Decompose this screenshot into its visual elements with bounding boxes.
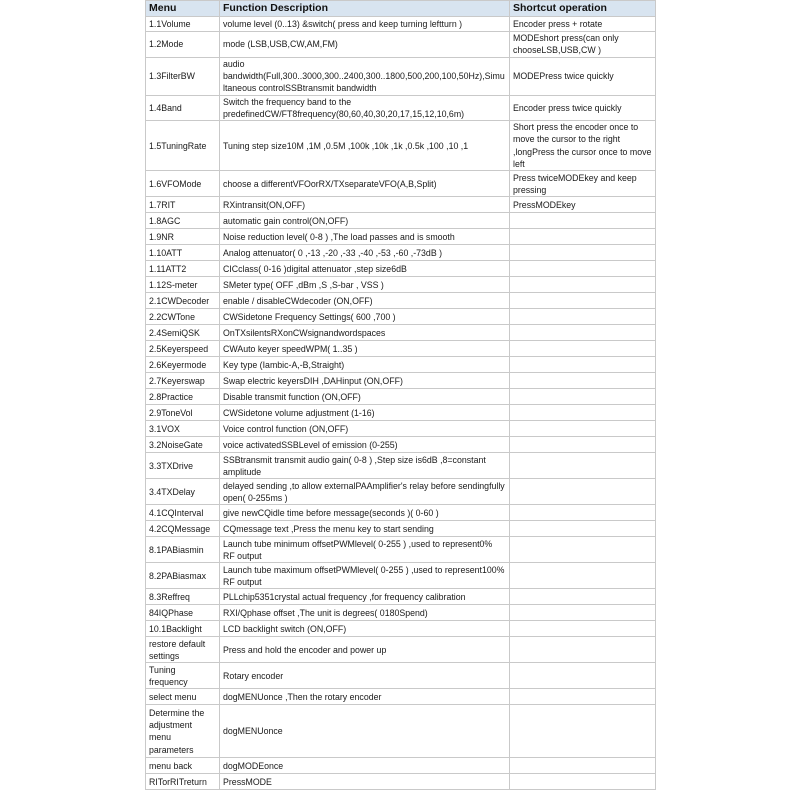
menu-cell: 2.6Keyermode <box>146 357 220 373</box>
description-cell: Disable transmit function (ON,OFF) <box>220 389 510 405</box>
menu-cell: menu back <box>146 758 220 774</box>
menu-cell: restore default settings <box>146 637 220 663</box>
shortcut-cell <box>510 563 656 589</box>
menu-cell: 2.9ToneVol <box>146 405 220 421</box>
shortcut-cell <box>510 758 656 774</box>
table-row <box>146 689 656 705</box>
table-row <box>146 325 656 341</box>
table-row <box>146 261 656 277</box>
menu-cell: 1.6VFOMode <box>146 171 220 197</box>
table-row <box>146 421 656 437</box>
menu-cell: 3.1VOX <box>146 421 220 437</box>
shortcut-cell: MODEshort press(can only chooseLSB,USB,CW ) <box>510 32 656 58</box>
description-cell: Analog attenuator( 0 ,-13 ,-20 ,-33 ,-40 ,-53 ,-60 ,-73dB ) <box>220 245 510 261</box>
table-row <box>146 758 656 774</box>
table-row <box>146 229 656 245</box>
table-row <box>146 121 656 171</box>
shortcut-cell <box>510 589 656 605</box>
menu-cell: select menu <box>146 689 220 705</box>
table-row <box>146 17 656 32</box>
table-row <box>146 537 656 563</box>
table-row <box>146 637 656 663</box>
description-cell: enable / disableCWdecoder (ON,OFF) <box>220 293 510 309</box>
description-cell: CWAuto keyer speedWPM( 1..35 ) <box>220 341 510 357</box>
description-cell: SMeter type( OFF ,dBm ,S ,S-bar , VSS ) <box>220 277 510 293</box>
table-row <box>146 293 656 309</box>
table-row <box>146 605 656 621</box>
description-cell: Launch tube maximum offsetPWMlevel( 0-255 ) ,used to represent100% RF output <box>220 563 510 589</box>
menu-function-table <box>145 0 656 790</box>
shortcut-cell: PressMODEkey <box>510 197 656 213</box>
description-cell: delayed sending ,to allow externalPAAmplifier's relay before sendingfully open( 0-255ms ) <box>220 479 510 505</box>
table-row <box>146 95 656 121</box>
shortcut-cell <box>510 437 656 453</box>
table-row <box>146 213 656 229</box>
description-cell: CWSidetone volume adjustment (1-16) <box>220 405 510 421</box>
shortcut-cell <box>510 373 656 389</box>
shortcut-cell <box>510 405 656 421</box>
menu-cell: Tuning frequency <box>146 663 220 689</box>
menu-cell: 10.1Backlight <box>146 621 220 637</box>
table-row <box>146 589 656 605</box>
shortcut-cell <box>510 479 656 505</box>
shortcut-cell <box>510 505 656 521</box>
menu-cell: Determine the adjustment menu parameters <box>146 705 220 758</box>
shortcut-cell <box>510 229 656 245</box>
description-cell: voice activatedSSBLevel of emission (0-255) <box>220 437 510 453</box>
description-cell: RXI/Qphase offset ,The unit is degrees( 0180Spend) <box>220 605 510 621</box>
table-row <box>146 32 656 58</box>
menu-cell: 1.10ATT <box>146 245 220 261</box>
menu-cell: 84IQPhase <box>146 605 220 621</box>
menu-cell: 3.4TXDelay <box>146 479 220 505</box>
description-cell: Key type (Iambic-A,-B,Straight) <box>220 357 510 373</box>
shortcut-cell <box>510 537 656 563</box>
shortcut-cell <box>510 689 656 705</box>
table-row <box>146 57 656 95</box>
description-cell: PLLchip5351crystal actual frequency ,for frequency calibration <box>220 589 510 605</box>
description-cell: Switch the frequency band to the predefinedCW/FT8frequency(80,60,40,30,20,17,15,12,10,6m) <box>220 95 510 121</box>
menu-cell: 2.8Practice <box>146 389 220 405</box>
table-row <box>146 663 656 689</box>
menu-cell: 2.2CWTone <box>146 309 220 325</box>
menu-cell: 1.5TuningRate <box>146 121 220 171</box>
description-cell: PressMODE <box>220 774 510 790</box>
shortcut-cell <box>510 277 656 293</box>
table-row <box>146 521 656 537</box>
menu-cell: 1.4Band <box>146 95 220 121</box>
shortcut-cell: Press twiceMODEkey and keep pressing <box>510 171 656 197</box>
menu-cell: 2.7Keyerswap <box>146 373 220 389</box>
shortcut-cell <box>510 605 656 621</box>
menu-cell: 4.1CQInterval <box>146 505 220 521</box>
description-cell: Voice control function (ON,OFF) <box>220 421 510 437</box>
description-cell: mode (LSB,USB,CW,AM,FM) <box>220 32 510 58</box>
description-cell: Press and hold the encoder and power up <box>220 637 510 663</box>
description-cell: volume level (0..13) &switch( press and keep turning leftturn ) <box>220 17 510 32</box>
menu-cell: 1.1Volume <box>146 17 220 32</box>
header-function-description: Function Description <box>220 1 510 17</box>
menu-cell: 2.5Keyerspeed <box>146 341 220 357</box>
shortcut-cell <box>510 663 656 689</box>
table-row <box>146 774 656 790</box>
shortcut-cell <box>510 245 656 261</box>
shortcut-cell <box>510 621 656 637</box>
description-cell: dogMENUonce ,Then the rotary encoder <box>220 689 510 705</box>
shortcut-cell <box>510 261 656 277</box>
menu-cell: 2.4SemiQSK <box>146 325 220 341</box>
menu-cell: 1.2Mode <box>146 32 220 58</box>
shortcut-cell <box>510 453 656 479</box>
table-row <box>146 357 656 373</box>
menu-cell: 1.7RIT <box>146 197 220 213</box>
table-row <box>146 505 656 521</box>
description-cell: choose a differentVFOorRX/TXseparateVFO(A,B,Split) <box>220 171 510 197</box>
table-row <box>146 309 656 325</box>
menu-cell: 1.9NR <box>146 229 220 245</box>
table-row <box>146 563 656 589</box>
table-row <box>146 705 656 758</box>
table-row <box>146 453 656 479</box>
menu-cell: 3.3TXDrive <box>146 453 220 479</box>
description-cell: dogMENUonce <box>220 705 510 758</box>
menu-cell: 8.2PABiasmax <box>146 563 220 589</box>
menu-cell: 2.1CWDecoder <box>146 293 220 309</box>
shortcut-cell: Short press the encoder once to move the cursor to the right ,longPress the cursor once to move left <box>510 121 656 171</box>
shortcut-cell <box>510 357 656 373</box>
table-row <box>146 479 656 505</box>
header-shortcut-operation: Shortcut operation <box>510 1 656 17</box>
description-cell: dogMODEonce <box>220 758 510 774</box>
table-row <box>146 373 656 389</box>
shortcut-cell <box>510 637 656 663</box>
description-cell: OnTXsilentsRXonCWsignandwordspaces <box>220 325 510 341</box>
shortcut-cell <box>510 309 656 325</box>
description-cell: audio bandwidth(Full,300..3000,300..2400,300..1800,500,200,100,50Hz),Simultaneous controlSSBtransmit bandwidth <box>220 57 510 95</box>
header-menu: Menu <box>146 1 220 17</box>
menu-cell: 3.2NoiseGate <box>146 437 220 453</box>
table-row <box>146 405 656 421</box>
menu-cell: 1.3FilterBW <box>146 57 220 95</box>
shortcut-cell: Encoder press twice quickly <box>510 95 656 121</box>
table-row <box>146 341 656 357</box>
menu-cell: 1.8AGC <box>146 213 220 229</box>
table-row <box>146 621 656 637</box>
description-cell: Launch tube minimum offsetPWMlevel( 0-255 ) ,used to represent0% RF output <box>220 537 510 563</box>
description-cell: Noise reduction level( 0-8 ) ,The load passes and is smooth <box>220 229 510 245</box>
shortcut-cell <box>510 341 656 357</box>
shortcut-cell: MODEPress twice quickly <box>510 57 656 95</box>
description-cell: Swap electric keyersDIH ,DAHinput (ON,OFF) <box>220 373 510 389</box>
shortcut-cell <box>510 705 656 758</box>
table-row <box>146 245 656 261</box>
shortcut-cell <box>510 325 656 341</box>
table-row <box>146 437 656 453</box>
description-cell: automatic gain control(ON,OFF) <box>220 213 510 229</box>
table-row <box>146 171 656 197</box>
menu-cell: 8.1PABiasmin <box>146 537 220 563</box>
description-cell: CICclass( 0-16 )digital attenuator ,step size6dB <box>220 261 510 277</box>
shortcut-cell: Encoder press + rotate <box>510 17 656 32</box>
description-cell: RXintransit(ON,OFF) <box>220 197 510 213</box>
shortcut-cell <box>510 774 656 790</box>
shortcut-cell <box>510 421 656 437</box>
menu-cell: 4.2CQMessage <box>146 521 220 537</box>
shortcut-cell <box>510 213 656 229</box>
table-row <box>146 277 656 293</box>
menu-cell: 1.12S-meter <box>146 277 220 293</box>
menu-cell: 8.3Reffreq <box>146 589 220 605</box>
shortcut-cell <box>510 521 656 537</box>
table-row <box>146 389 656 405</box>
table-row <box>146 197 656 213</box>
menu-cell: RITorRITreturn <box>146 774 220 790</box>
description-cell: SSBtransmit transmit audio gain( 0-8 ) ,Step size is6dB ,8=constant amplitude <box>220 453 510 479</box>
description-cell: give newCQidle time before message(seconds )( 0-60 ) <box>220 505 510 521</box>
shortcut-cell <box>510 293 656 309</box>
menu-cell: 1.11ATT2 <box>146 261 220 277</box>
description-cell: CQmessage text ,Press the menu key to start sending <box>220 521 510 537</box>
description-cell: Tuning step size10M ,1M ,0.5M ,100k ,10k ,1k ,0.5k ,100 ,10 ,1 <box>220 121 510 171</box>
description-cell: LCD backlight switch (ON,OFF) <box>220 621 510 637</box>
description-cell: CWSidetone Frequency Settings( 600 ,700 ) <box>220 309 510 325</box>
shortcut-cell <box>510 389 656 405</box>
header-row <box>146 1 656 17</box>
description-cell: Rotary encoder <box>220 663 510 689</box>
